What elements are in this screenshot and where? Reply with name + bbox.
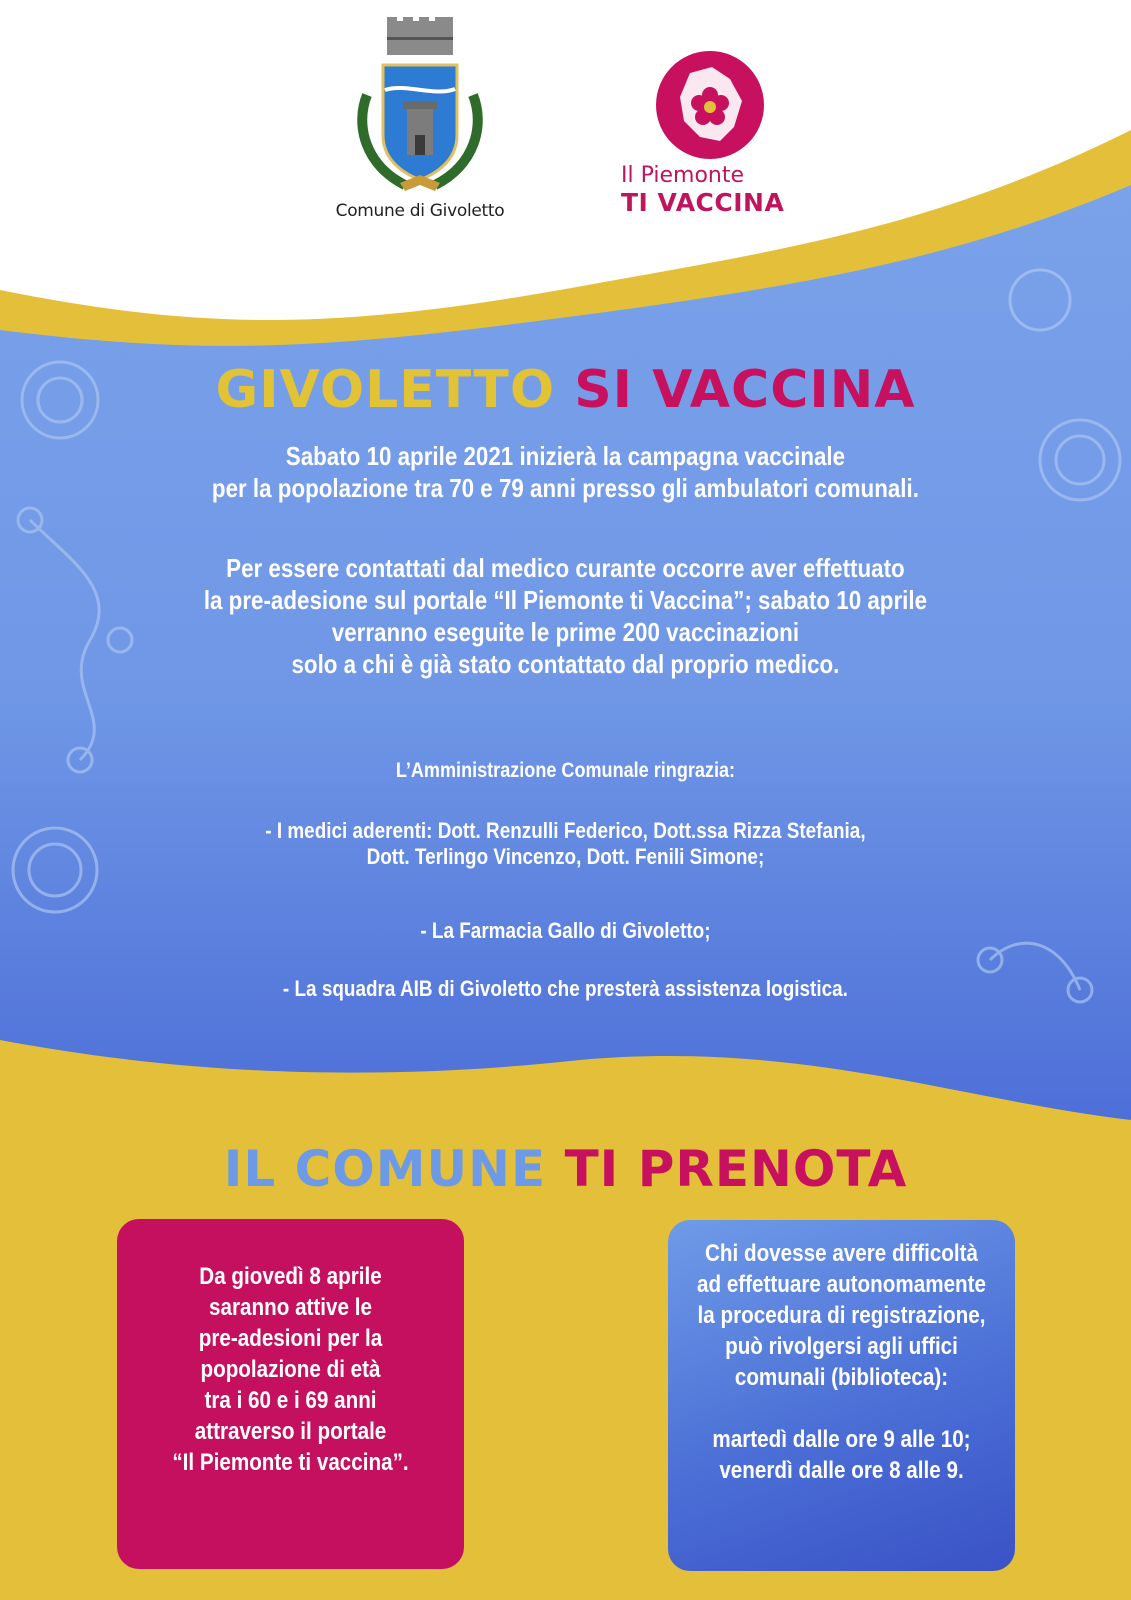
piemonte-logo-line1: Il Piemonte [621, 163, 745, 188]
box-left-line: saranno attive le [209, 1294, 372, 1321]
thanks-heading: L’Amministrazione Comunale ringrazia: [395, 759, 736, 782]
thanks-doctors-line: - I medici aderenti: Dott. Renzulli Federico, Dott.ssa Rizza Stefania, [265, 818, 866, 843]
headline1-part2: SI VACCINA [574, 360, 916, 420]
box-right-line: comunali (biblioteca): [734, 1364, 949, 1391]
intro-paragraph [79, 440, 1052, 504]
box-right-line: venerdì dalle ore 8 alle 9. [719, 1457, 964, 1484]
box-left-line: Da giovedì 8 aprile [199, 1263, 382, 1290]
contact-line: Per essere contattati dal medico curante occorre aver effettuato [226, 553, 905, 583]
contact-line: verranno eseguite le prime 200 vaccinazioni [331, 617, 800, 647]
comune-logo-label: Comune di Givoletto [335, 201, 505, 221]
piemonte-vaccina-logo [600, 45, 830, 235]
comune-logo [320, 15, 520, 240]
box-left-line: “Il Piemonte ti vaccina”. [172, 1449, 409, 1476]
contact-line: la pre-adesione sul portale “Il Piemonte ti Vaccina”; sabato 10 aprile [203, 585, 928, 615]
contact-line: solo a chi è già stato contattato dal proprio medico. [291, 649, 840, 679]
piemonte-logo-line2: TI VACCINA [621, 188, 785, 217]
intro-line: Sabato 10 aprile 2021 inizierà la campagna vaccinale [285, 441, 846, 471]
thanks-pharmacy: - La Farmacia Gallo di Givoletto; [420, 918, 711, 943]
box-right-line: la procedura di registrazione, [697, 1302, 986, 1329]
headline-givoletto-si-vaccina [0, 360, 1131, 420]
comune-coat-of-arms-icon [345, 15, 495, 195]
contact-paragraph [79, 552, 1052, 680]
box-left-line: popolazione di età [200, 1356, 381, 1383]
box-right-line: ad effettuare autonomamente [696, 1271, 987, 1298]
box-right-line: Chi dovesse avere difficoltà [704, 1240, 978, 1267]
intro-line: per la popolazione tra 70 e 79 anni presso gli ambulatori comunali. [211, 473, 919, 503]
headline1-part1: GIVOLETTO [215, 360, 556, 420]
box-right-line: può rivolgersi agli uffici [725, 1333, 958, 1360]
thanks-doctors-line: Dott. Terlingo Vincenzo, Dott. Fenili Simone; [366, 844, 765, 869]
headline2-part2: TI PRENOTA [564, 1140, 908, 1198]
box-right-line: martedì dalle ore 9 alle 10; [712, 1426, 971, 1453]
box-left-line: tra i 60 e i 69 anni [204, 1387, 377, 1414]
office-hours-box [668, 1220, 1015, 1571]
thanks-doctors [79, 818, 1052, 870]
pre-adhesion-info-box [117, 1219, 464, 1569]
thanks-aib: - La squadra AIB di Givoletto che presterà assistenza logistica. [282, 976, 848, 1001]
piemonte-region-flower-icon [650, 49, 780, 169]
headline2-part1: IL COMUNE [223, 1140, 547, 1198]
box-left-line: attraverso il portale [194, 1418, 387, 1445]
box-right-spacer [692, 1393, 990, 1424]
headline-il-comune-ti-prenota [0, 1140, 1131, 1198]
box-left-line: pre-adesioni per la [198, 1325, 383, 1352]
